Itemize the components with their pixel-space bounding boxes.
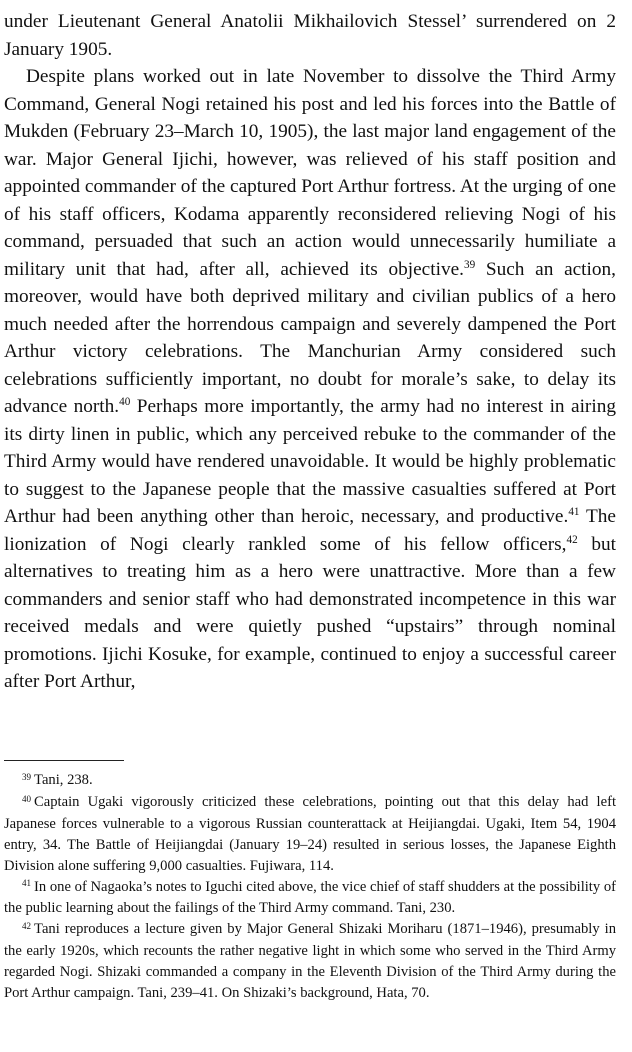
page-content	[4, 8, 616, 696]
paragraph-2-part-c: Perhaps more importantly, the army had no interest in airing its dirty linen in public, which any perceived rebuke to the commander of the Third Army would have rendered unavoidable. It would be highly problematic to suggest to the Japanese people that the massive casualties suffered at Port Arthur had been anything other than heroic, necessary, and productive.	[4, 396, 616, 527]
footnote-text: Tani reproduces a lecture given by Major General Shizaki Moriharu (1871–1946), presumably in the early 1920s, which recounts the rather negative light in which some who served in the Third Army regarded Nogi. Shizaki commanded a company in the Eleventh Division of the Third Army during the Port Arthur campaign. Tani, 239–41. On Shizaki’s background, Hata, 70.	[4, 921, 616, 1002]
footnote-number: 40	[22, 793, 32, 804]
paragraph-1-text: under Lieutenant General Anatolii Mikhailovich Stessel’ surrendered on 2 January 1905.	[4, 11, 616, 60]
footnote-ref-40[interactable]: 40	[119, 396, 131, 409]
main-text	[4, 8, 616, 696]
footnote-number: 41	[22, 878, 32, 889]
paragraph-2-part-d: The lionization of Nogi clearly rankled some of his fellow officers,	[4, 506, 616, 555]
footnote-ref-42[interactable]: 42	[566, 533, 578, 546]
footnote-text: Captain Ugaki vigorously criticized these celebrations, pointing out that this delay had left Japanese forces vulnerable to a vigorous Russian counterattack at Heijiangdai. Ugaki, Item 54, 1904 entry, 34. The Battle of Heijiangdai (January 19–24) resulted in serious losses, the Japanese Eighth Division alone suffering 9,000 casualties. Fujiwara, 114.	[4, 793, 616, 874]
footnote-41	[4, 877, 616, 920]
paragraph-main	[4, 63, 616, 696]
footnote-40	[4, 792, 616, 877]
footnote-39	[4, 770, 616, 792]
footnote-text: Tani, 238.	[34, 772, 93, 788]
paragraph-2-part-e: but alternatives to treating him as a hero were unattractive. More than a few commanders and senior staff who had demonstrated incompetence in this war received medals and were quietly pushed “upstairs” through nominal promotions. Ijichi Kosuke, for example, continued to enjoy a successful career after Port Arthur,	[4, 533, 616, 692]
paragraph-2-part-b: Such an action, moreover, would have both deprived military and civilian publics of a hero much needed after the horrendous campaign and severely dampened the Port Arthur victory celebrations. The Manchurian Army considered such celebrations sufficiently important, no doubt for morale’s sake, to delay its advance north.	[4, 258, 616, 417]
footnotes-section	[4, 770, 616, 1004]
footnote-number: 39	[22, 771, 32, 782]
footnote-42	[4, 919, 616, 1004]
footnote-ref-39[interactable]: 39	[463, 258, 476, 271]
footnote-number: 42	[22, 921, 32, 932]
paragraph-2-part-a: Despite plans worked out in late November to dissolve the Third Army Command, General Nogi retained his post and led his forces into the Battle of Mukden (February 23–March 10, 1905), the last major land engagement of the war. Major General Ijichi, however, was relieved of his staff position and appointed commander of the captured Port Arthur fortress. At the urging of one of his staff officers, Kodama apparently reconsidered relieving Nogi of his command, persuaded that such an action would unnecessarily humiliate a military unit that had, after all, achieved its objective.	[4, 66, 616, 280]
footnote-ref-41[interactable]: 41	[568, 506, 580, 519]
footnote-divider	[4, 760, 124, 761]
paragraph-continued	[4, 8, 616, 63]
footnote-text: In one of Nagaoka’s notes to Iguchi cited above, the vice chief of staff shudders at the possibility of the public learning about the failings of the Third Army command. Tani, 230.	[4, 878, 616, 917]
